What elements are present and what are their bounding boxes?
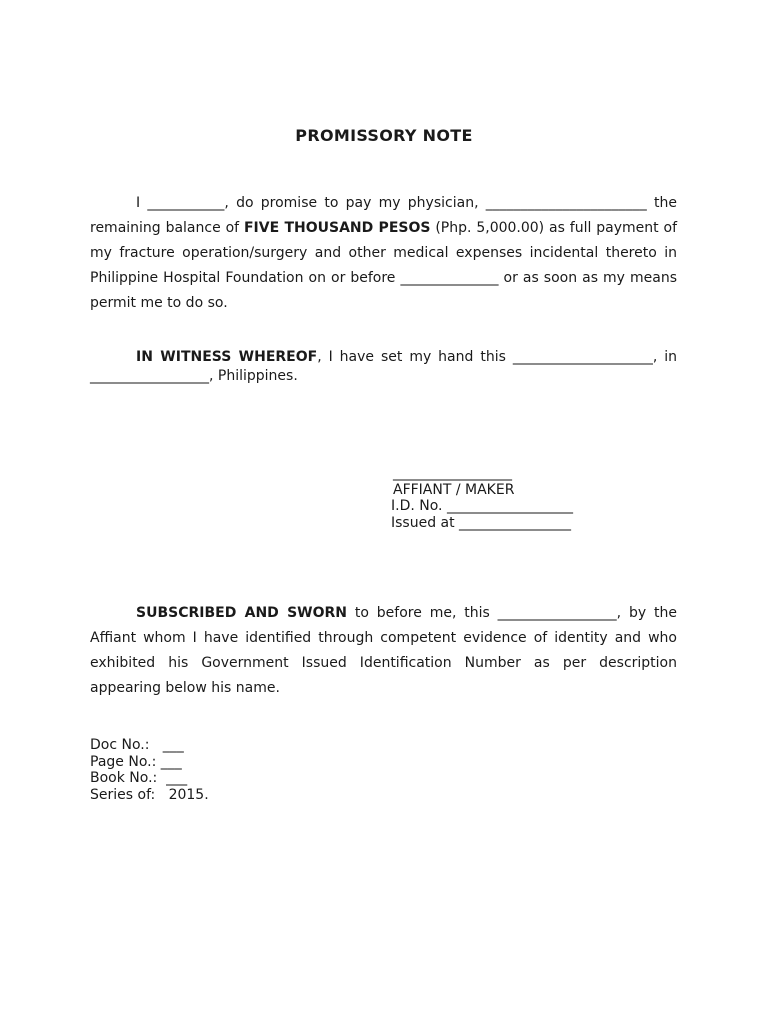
promise-paragraph [90, 191, 677, 316]
promise-text-pre: the remaining balance of [90, 195, 677, 236]
promise-text-post: (Php. 5,000.00) as full payment of my fracture operation/surgery and other medical expenses incidental thereto in Philippine Hospital Foundation on or before ______________ or as soon as my means permit me to do so. [90, 220, 678, 311]
signature-line: _________________ [393, 465, 512, 481]
signature-block [391, 465, 573, 531]
affiant-label: AFFIANT / MAKER [393, 481, 515, 498]
amount-in-words: FIVE THOUSAND PESOS [243, 220, 431, 236]
witness-paragraph [90, 348, 677, 386]
promise-line-1: I ___________, do promise to pay my physician, _______________________ [136, 195, 647, 211]
sworn-heading: SUBSCRIBED AND SWORN [136, 605, 347, 621]
sworn-text: to before me, this _________________, by the Affiant whom I have identified through competent evidence of identity and who exhibited his Government Issued Identification Number as per description appearing below his name. [90, 605, 677, 696]
document-title: PROMISSORY NOTE [295, 126, 473, 145]
series-of: Series of: 2015. [90, 786, 209, 803]
book-no: Book No.: ___ [90, 770, 188, 786]
sworn-paragraph [90, 601, 677, 701]
page-no: Page No.: ___ [90, 753, 182, 770]
id-number-field: I.D. No. __________________ [391, 498, 573, 514]
notarial-doc-info [90, 737, 209, 803]
witness-text: , I have set my hand this ____________________, in _________________, Philippines. [90, 349, 677, 384]
doc-no: Doc No.: ___ [90, 737, 184, 753]
issued-at-field: Issued at ________________ [391, 514, 572, 531]
witness-heading: IN WITNESS WHEREOF [136, 349, 318, 365]
